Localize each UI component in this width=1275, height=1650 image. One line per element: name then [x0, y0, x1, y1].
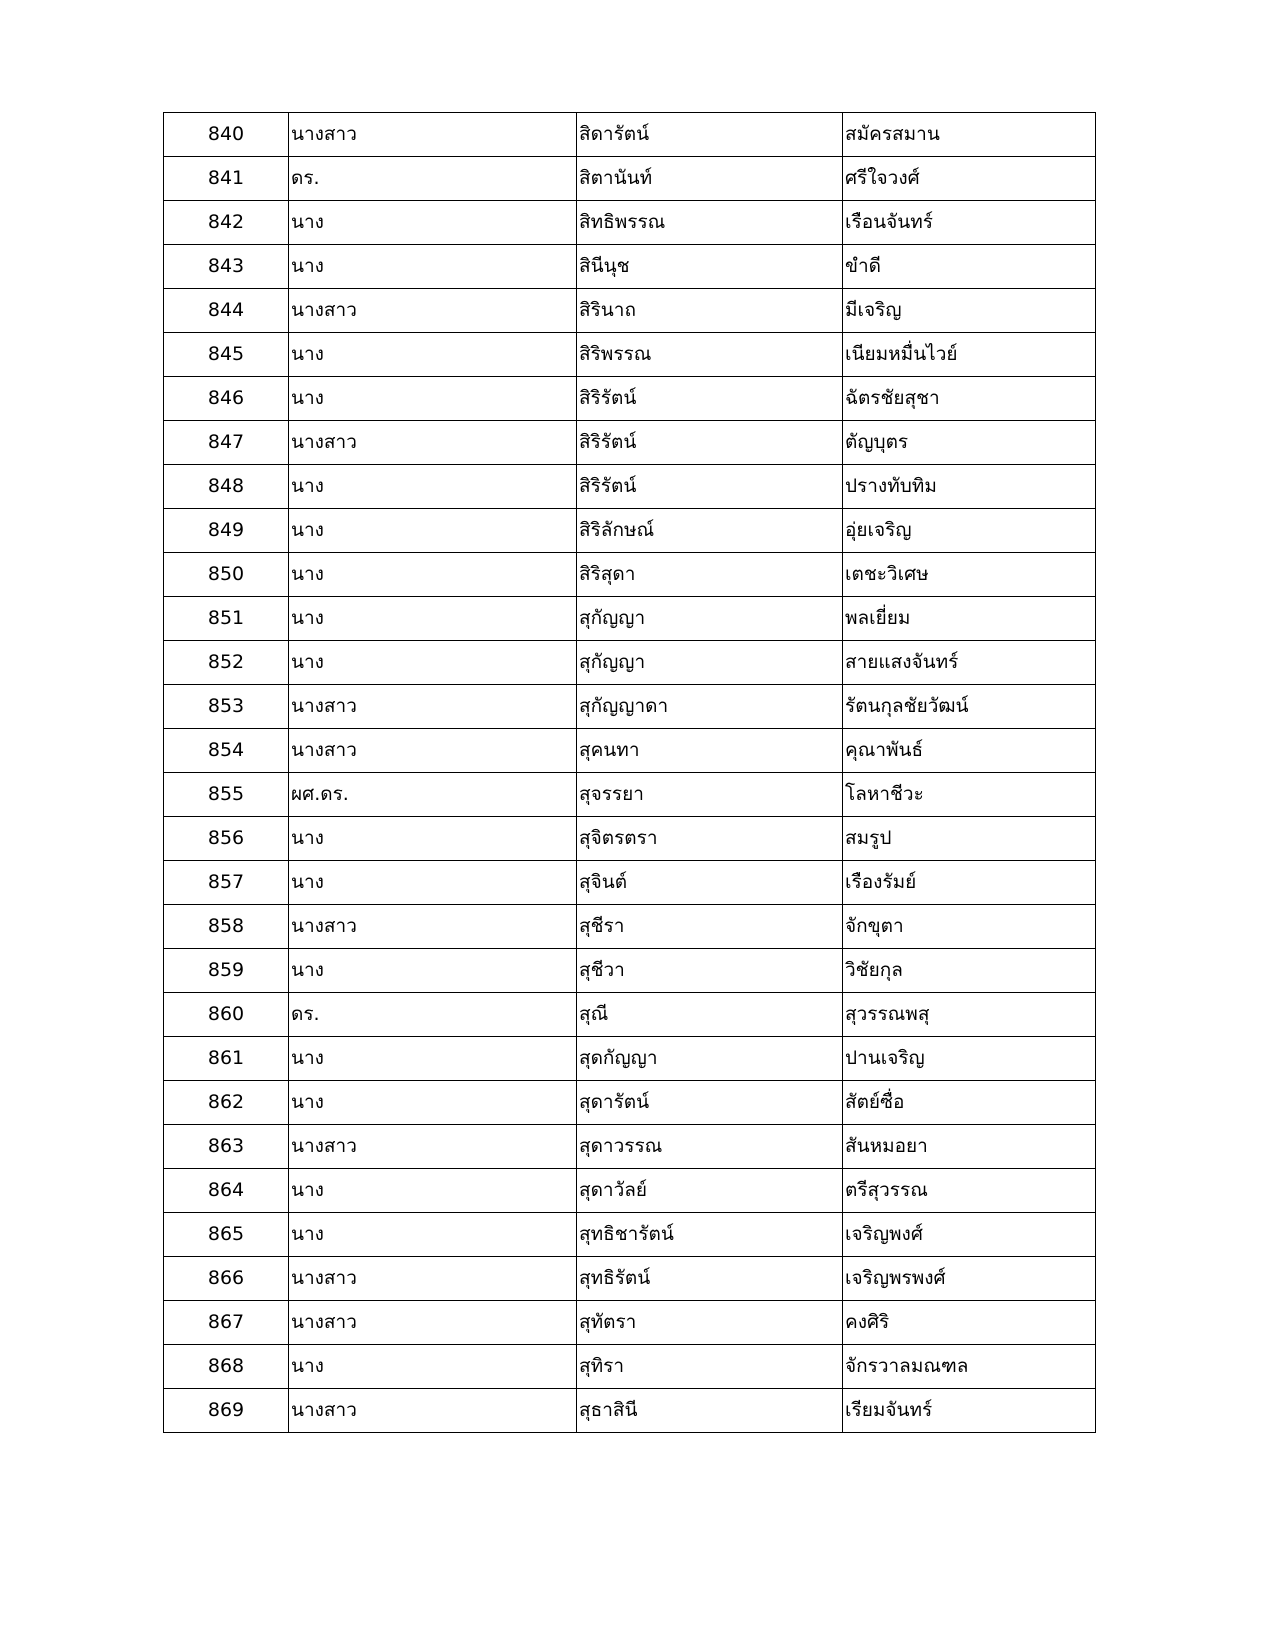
name-title: ดร. [289, 993, 577, 1037]
first-name: สุจิตรตรา [577, 817, 843, 861]
name-title: นาง [289, 509, 577, 553]
table-row [164, 201, 1096, 245]
name-title: นาง [289, 465, 577, 509]
first-name: สุดาวัลย์ [577, 1169, 843, 1213]
first-name: สิริลักษณ์ [577, 509, 843, 553]
table-row [164, 465, 1096, 509]
last-name: จักขุตา [843, 905, 1096, 949]
name-title: ดร. [289, 157, 577, 201]
row-number: 862 [164, 1081, 289, 1125]
name-title: นางสาว [289, 729, 577, 773]
first-name: สุทัตรา [577, 1301, 843, 1345]
name-title: นางสาว [289, 289, 577, 333]
row-number: 849 [164, 509, 289, 553]
table-row [164, 993, 1096, 1037]
first-name: สิดารัตน์ [577, 113, 843, 157]
last-name: เรียมจันทร์ [843, 1389, 1096, 1433]
row-number: 846 [164, 377, 289, 421]
last-name: ศรีใจวงศ์ [843, 157, 1096, 201]
table-row [164, 333, 1096, 377]
first-name: สิริรัตน์ [577, 421, 843, 465]
name-title: นาง [289, 1169, 577, 1213]
first-name: สุกัญญา [577, 641, 843, 685]
first-name: สุทธิชารัตน์ [577, 1213, 843, 1257]
row-number: 842 [164, 201, 289, 245]
first-name: สุดาวรรณ [577, 1125, 843, 1169]
row-number: 843 [164, 245, 289, 289]
row-number: 847 [164, 421, 289, 465]
first-name: สิริรัตน์ [577, 377, 843, 421]
last-name: มีเจริญ [843, 289, 1096, 333]
row-number: 845 [164, 333, 289, 377]
name-title: นาง [289, 201, 577, 245]
first-name: สุชีรา [577, 905, 843, 949]
row-number: 854 [164, 729, 289, 773]
row-number: 861 [164, 1037, 289, 1081]
table-row [164, 1081, 1096, 1125]
table-row [164, 1389, 1096, 1433]
last-name: เจริญพงศ์ [843, 1213, 1096, 1257]
row-number: 866 [164, 1257, 289, 1301]
last-name: เรืองรัมย์ [843, 861, 1096, 905]
first-name: สุณี [577, 993, 843, 1037]
last-name: พลเยี่ยม [843, 597, 1096, 641]
name-title: นางสาว [289, 1125, 577, 1169]
row-number: 858 [164, 905, 289, 949]
last-name: เนียมหมื่นไวย์ [843, 333, 1096, 377]
last-name: สุวรรณพสุ [843, 993, 1096, 1037]
table-row [164, 1213, 1096, 1257]
row-number: 856 [164, 817, 289, 861]
table-row [164, 729, 1096, 773]
table-row [164, 245, 1096, 289]
first-name: สุทธิรัตน์ [577, 1257, 843, 1301]
first-name: สุจินต์ [577, 861, 843, 905]
row-number: 841 [164, 157, 289, 201]
table-row [164, 289, 1096, 333]
last-name: อุ่ยเจริญ [843, 509, 1096, 553]
last-name: ฉัตรชัยสุชา [843, 377, 1096, 421]
row-number: 865 [164, 1213, 289, 1257]
table-row [164, 641, 1096, 685]
name-title: นาง [289, 597, 577, 641]
table-row [164, 1169, 1096, 1213]
table-row [164, 949, 1096, 993]
last-name: สัตย์ซื่อ [843, 1081, 1096, 1125]
row-number: 869 [164, 1389, 289, 1433]
row-number: 840 [164, 113, 289, 157]
row-number: 848 [164, 465, 289, 509]
first-name: สุคนทา [577, 729, 843, 773]
table-row [164, 1257, 1096, 1301]
table-row [164, 157, 1096, 201]
last-name: รัตนกุลชัยวัฒน์ [843, 685, 1096, 729]
name-title: นาง [289, 377, 577, 421]
name-title: นาง [289, 553, 577, 597]
table-row [164, 817, 1096, 861]
last-name: ตัญบุตร [843, 421, 1096, 465]
first-name: สิทธิพรรณ [577, 201, 843, 245]
name-title: นาง [289, 245, 577, 289]
last-name: เตชะวิเศษ [843, 553, 1096, 597]
last-name: ตรีสุวรรณ [843, 1169, 1096, 1213]
row-number: 851 [164, 597, 289, 641]
first-name: สุธาสินี [577, 1389, 843, 1433]
first-name: สุกัญญาดา [577, 685, 843, 729]
first-name: สุชีวา [577, 949, 843, 993]
last-name: สมรูป [843, 817, 1096, 861]
last-name: ขำดี [843, 245, 1096, 289]
name-title: นางสาว [289, 1301, 577, 1345]
last-name: วิชัยกุล [843, 949, 1096, 993]
name-title: นาง [289, 333, 577, 377]
first-name: สิริสุดา [577, 553, 843, 597]
roster-table [163, 112, 1096, 1433]
row-number: 857 [164, 861, 289, 905]
last-name: เจริญพรพงศ์ [843, 1257, 1096, 1301]
name-title: นาง [289, 1037, 577, 1081]
name-title: นาง [289, 641, 577, 685]
name-title: นาง [289, 1213, 577, 1257]
table-row [164, 377, 1096, 421]
table-row [164, 113, 1096, 157]
first-name: สินีนุช [577, 245, 843, 289]
table-row [164, 773, 1096, 817]
row-number: 868 [164, 1345, 289, 1389]
first-name: สุจรรยา [577, 773, 843, 817]
name-title: นางสาว [289, 421, 577, 465]
row-number: 844 [164, 289, 289, 333]
first-name: สุดารัตน์ [577, 1081, 843, 1125]
first-name: สุดกัญญา [577, 1037, 843, 1081]
first-name: สุทิรา [577, 1345, 843, 1389]
table-row [164, 421, 1096, 465]
last-name: เรือนจันทร์ [843, 201, 1096, 245]
table-row [164, 509, 1096, 553]
first-name: สิรินาถ [577, 289, 843, 333]
row-number: 860 [164, 993, 289, 1037]
last-name: ปานเจริญ [843, 1037, 1096, 1081]
name-title: นางสาว [289, 1257, 577, 1301]
row-number: 863 [164, 1125, 289, 1169]
roster-table-body [164, 113, 1096, 1433]
table-row [164, 597, 1096, 641]
row-number: 867 [164, 1301, 289, 1345]
table-row [164, 553, 1096, 597]
row-number: 852 [164, 641, 289, 685]
name-title: นาง [289, 861, 577, 905]
name-title: นาง [289, 817, 577, 861]
table-row [164, 1301, 1096, 1345]
name-title: นาง [289, 949, 577, 993]
first-name: สุกัญญา [577, 597, 843, 641]
last-name: สายแสงจันทร์ [843, 641, 1096, 685]
name-title: นางสาว [289, 1389, 577, 1433]
last-name: สันหมอยา [843, 1125, 1096, 1169]
name-title: นางสาว [289, 685, 577, 729]
first-name: สิริรัตน์ [577, 465, 843, 509]
name-title: นาง [289, 1081, 577, 1125]
last-name: จักรวาลมณฑล [843, 1345, 1096, 1389]
name-title: นางสาว [289, 905, 577, 949]
last-name: โลหาชีวะ [843, 773, 1096, 817]
last-name: สมัครสมาน [843, 113, 1096, 157]
first-name: สิตานันท์ [577, 157, 843, 201]
row-number: 859 [164, 949, 289, 993]
last-name: ปรางทับทิม [843, 465, 1096, 509]
first-name: สิริพรรณ [577, 333, 843, 377]
row-number: 855 [164, 773, 289, 817]
table-row [164, 1125, 1096, 1169]
table-row [164, 1037, 1096, 1081]
last-name: คุณาพันธ์ [843, 729, 1096, 773]
name-title: นาง [289, 1345, 577, 1389]
name-title: นางสาว [289, 113, 577, 157]
name-title: ผศ.ดร. [289, 773, 577, 817]
row-number: 864 [164, 1169, 289, 1213]
table-row [164, 1345, 1096, 1389]
table-row [164, 905, 1096, 949]
table-row [164, 861, 1096, 905]
last-name: คงศิริ [843, 1301, 1096, 1345]
row-number: 850 [164, 553, 289, 597]
table-row [164, 685, 1096, 729]
row-number: 853 [164, 685, 289, 729]
